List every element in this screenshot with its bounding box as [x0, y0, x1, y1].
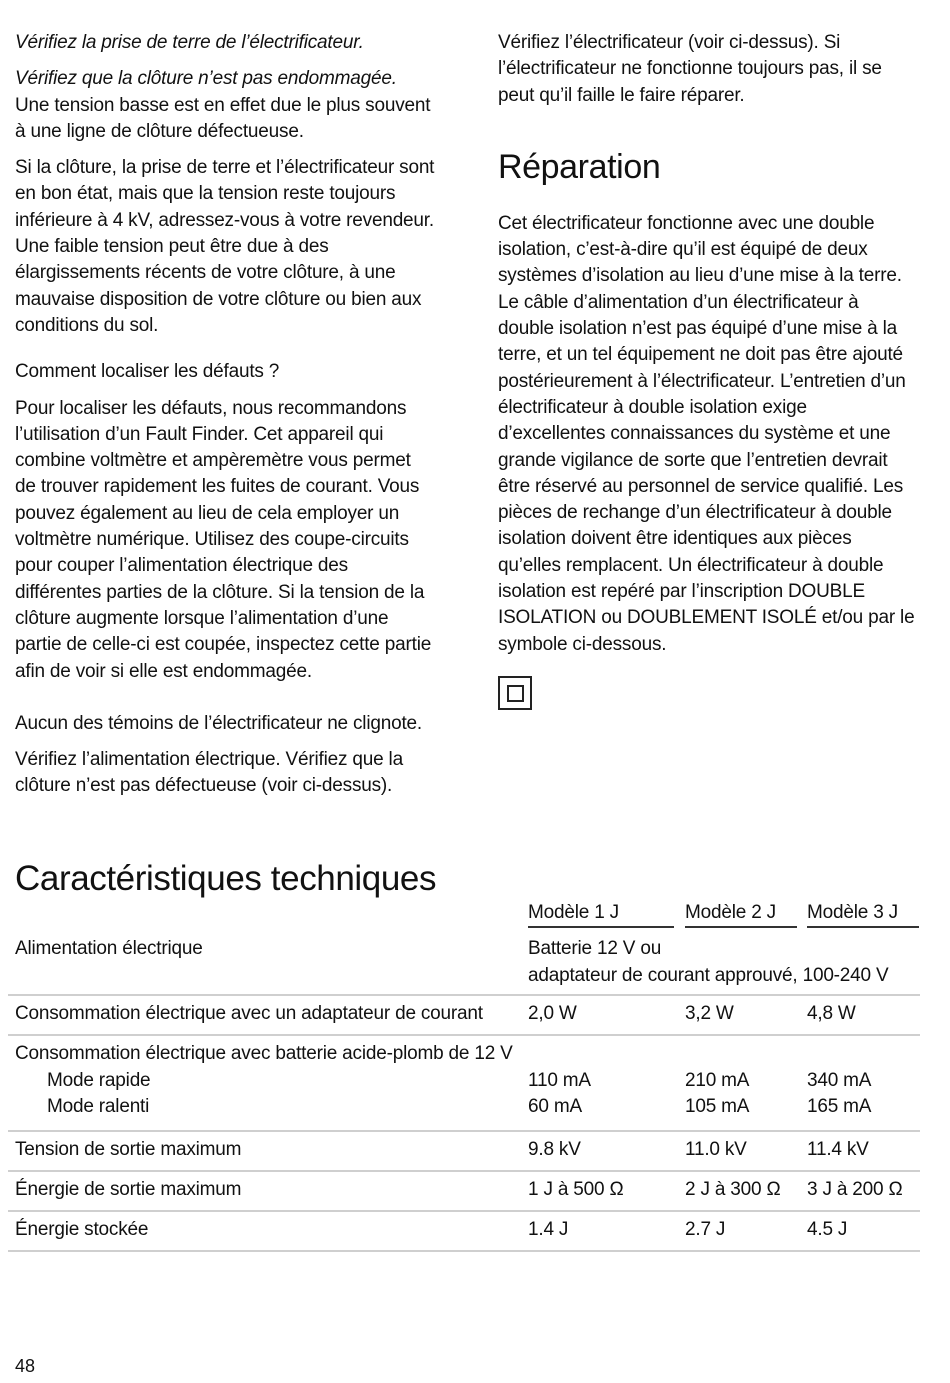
cell-value: 2 J à 300 Ω: [685, 1179, 781, 1200]
battery-values-model-2: [685, 1068, 749, 1121]
cell-value: 1 J à 500 Ω: [528, 1179, 624, 1200]
heading-repair: Réparation: [498, 147, 661, 186]
cell-value: 9.8 kV: [528, 1139, 581, 1160]
fast-mode-label: Mode rapide: [47, 1069, 151, 1091]
row-label-max-energy: Énergie de sortie maximum: [15, 1179, 242, 1200]
cell-value: 4.5 J: [807, 1219, 848, 1240]
row-label-battery-consumption: [15, 1041, 513, 1121]
paragraph-fault-finder: Pour localiser les défauts, nous recommandons l’utilisation d’un Fault Finder. Cet appareil qui combine voltmètre et ampèremètre vous permet de trouver rapidement les fuites de courant. Vous pouvez également au lieu de cela employer un voltmètre numérique. Utilisez des coupe-circuits pour couper l’alimentation électrique des différentes parties de la clôture. Si la tension de la clôture augmente lorsque l’alimentation d’une partie de celle-ci est coupée, inspectez cette partie afin de voir si elle est endommagée.: [15, 397, 432, 682]
cell-value: 60 mA: [528, 1096, 582, 1117]
table-row: [8, 1036, 920, 1132]
slow-mode-label: Mode ralenti: [47, 1096, 150, 1117]
paragraph-double-insulation: Cet électrificateur fonctionne avec une double isolation, c’est-à-dire qu’il est équipé de deux systèmes d’isolation au lieu d’une mise à la terre. Le câble d’alimentation d’un électrificateur à double isolation n’est pas équipé d’une mise à la terre, et un tel équipement ne doit pas être ajouté postérieurement à l’électrificateur. L’entretien d’un électrificateur à double isolation exige d’excellentes connaissances du système et une grande vigilance de sorte que l’entretien devrait être réservé au personnel de service qualifié. Les pièces de rechange d’un électrificateur à double isolation doivent être identiques aux pièces qu’elles remplacent. Un électrificateur à double isolation est repéré par l’inscription DOUBLE ISOLATION ou DOUBLEMENT ISOLÉ et/ou par le symbole ci-dessous.: [498, 212, 915, 655]
column-header-model-2: Modèle 2 J: [685, 902, 797, 928]
row-label-stored-energy: Énergie stockée: [15, 1219, 149, 1240]
fence-damage-heading: Vérifiez que la clôture n’est pas endommagée.: [15, 68, 397, 90]
right-column: [498, 30, 918, 710]
cell-value: 2,0 W: [528, 1003, 577, 1024]
specs-table: [8, 900, 920, 1252]
cell-value: 165 mA: [807, 1096, 872, 1117]
row-label-max-voltage: Tension de sortie maximum: [15, 1139, 242, 1160]
paragraph-low-voltage: Si la clôture, la prise de terre et l’électrificateur sont en bon état, mais que la tension reste toujours inférieure à 4 kV, adressez-vous à votre revendeur. Une faible tension peut être due à des élargissements récents de votre clôture, à une mauvaise disposition de votre clôture ou bien aux conditions du sol.: [15, 157, 435, 336]
column-header-model-1: Modèle 1 J: [528, 902, 674, 928]
paragraph-ground-check: Vérifiez la prise de terre de l’électrificateur.: [15, 32, 364, 53]
table-row: [8, 1132, 920, 1172]
cell-value: 3,2 W: [685, 1003, 734, 1024]
cell-value: 340 mA: [807, 1069, 872, 1091]
double-insulation-symbol-icon: [498, 676, 532, 710]
paragraph-fence-damage: [15, 66, 435, 145]
cell-value: 210 mA: [685, 1069, 750, 1091]
paragraph-check-energizer: Vérifiez l’électrificateur (voir ci-dessus). Si l’électrificateur ne fonctionne toujours pas, il se peut qu’il faille le faire réparer.: [498, 32, 882, 106]
left-column: [15, 30, 435, 810]
heading-specifications: Caractéristiques techniques: [15, 859, 437, 898]
page-number: 48: [15, 1356, 36, 1376]
battery-values-model-1: [528, 1068, 591, 1121]
cell-value: 11.4 kV: [807, 1139, 869, 1160]
table-row: [8, 1172, 920, 1212]
power-supply-line-2: adaptateur de courant approuvé, 100-240 V: [528, 964, 889, 986]
question-no-lights: Aucun des témoins de l’électrificateur ne clignote.: [15, 712, 422, 734]
column-header-model-3: Modèle 3 J: [807, 902, 919, 928]
specs-header-row: [8, 900, 920, 932]
row-label-adapter-consumption: Consommation électrique avec un adaptateur de courant: [15, 1003, 483, 1024]
cell-value: 3 J à 200 Ω: [807, 1179, 903, 1200]
row-label-power-supply: Alimentation électrique: [15, 938, 203, 959]
cell-value: 105 mA: [685, 1096, 750, 1117]
table-row: [8, 932, 920, 996]
cell-value: 11.0 kV: [685, 1139, 747, 1160]
paragraph-check-power: Vérifiez l’alimentation électrique. Vérifiez que la clôture n’est pas défectueuse (voir ci-dessus).: [15, 749, 403, 797]
table-row: [8, 1212, 920, 1252]
power-supply-values: [528, 936, 888, 989]
fence-damage-text: Une tension basse est en effet due le plus souvent à une ligne de clôture défectueuse.: [15, 94, 431, 142]
power-supply-line-1: Batterie 12 V ou: [528, 938, 662, 959]
battery-consumption-label: Consommation électrique avec batterie acide-plomb de 12 V: [15, 1043, 513, 1064]
cell-value: 110 mA: [528, 1069, 591, 1091]
question-locate-faults: Comment localiser les défauts ?: [15, 361, 280, 383]
cell-value: 4,8 W: [807, 1003, 856, 1024]
table-row: [8, 996, 920, 1036]
cell-value: 1.4 J: [528, 1219, 569, 1240]
battery-values-model-3: [807, 1068, 871, 1121]
cell-value: 2.7 J: [685, 1219, 726, 1240]
